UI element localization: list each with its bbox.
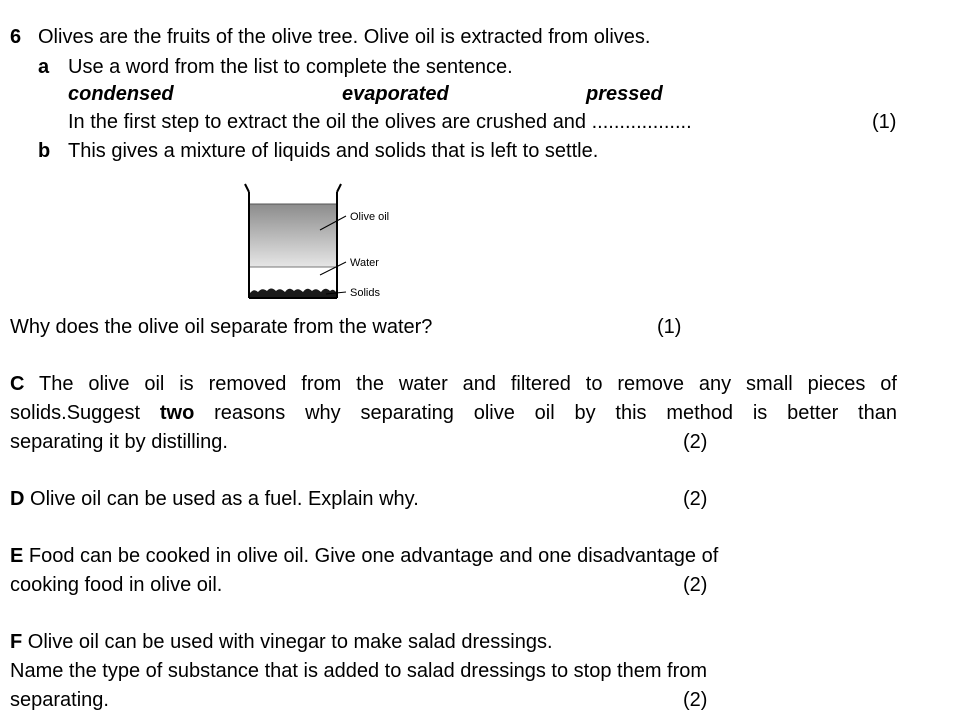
part-b-text: This gives a mixture of liquids and solids that is left to settle. [68,140,599,162]
part-a-label: a [38,56,50,78]
word-option-2: evaporated [342,83,449,105]
part-d-text: Olive oil can be used as a fuel. Explain why. [30,488,419,510]
label-solids: Solids [350,287,380,299]
part-c-emphasis: two [159,402,195,424]
part-f-line-1 [10,630,553,654]
part-f-text-1: Olive oil can be used with vinegar to make salad dressings. [27,631,553,653]
part-a-marks: (1) [872,111,897,133]
part-d-letter: D [10,488,25,510]
part-c-text-2b: reasons why separating olive oil by this method is better than [214,402,897,424]
part-b-marks: (1) [657,316,682,338]
part-d-line [10,487,419,511]
label-water: Water [350,257,379,269]
question-number: 6 [10,26,22,48]
word-option-3: pressed [586,83,663,105]
part-c-text-2a: solids.Suggest [10,402,141,424]
part-d-marks: (2) [683,488,708,510]
part-e-line-1 [10,544,718,568]
part-c-letter: C [10,373,25,395]
part-a-sentence: In the first step to extract the oil the olives are crushed and .................. [68,111,692,133]
beaker-diagram [240,180,440,305]
part-c-line-3: separating it by distilling. [10,431,228,453]
part-f-line-2: Name the type of substance that is added to salad dressings to stop them from [10,660,708,682]
part-e-letter: E [10,545,24,567]
word-option-1: condensed [68,83,174,105]
part-f-line-3: separating. [10,689,109,711]
part-b-question: Why does the olive oil separate from the water? [10,316,433,338]
label-olive-oil: Olive oil [350,211,390,223]
part-c-text-1: The olive oil is removed from the water and filtered to remove any small pieces of [38,373,897,395]
part-b-label: b [38,140,51,162]
part-a-instruction: Use a word from the list to complete the sentence. [68,56,513,78]
part-e-marks: (2) [683,574,708,596]
question-intro: Olives are the fruits of the olive tree. Olive oil is extracted from olives. [38,26,651,48]
part-f-letter: F [10,631,23,653]
part-e-text-1: Food can be cooked in olive oil. Give one advantage and one disadvantage of [28,545,719,567]
part-c-line-1 [10,372,897,396]
part-f-marks: (2) [683,689,708,711]
part-c-line-2 [10,401,897,425]
water-layer [250,267,336,290]
part-e-line-2: cooking food in olive oil. [10,574,223,596]
part-c-marks: (2) [683,431,708,453]
olive-oil-layer [250,204,336,267]
